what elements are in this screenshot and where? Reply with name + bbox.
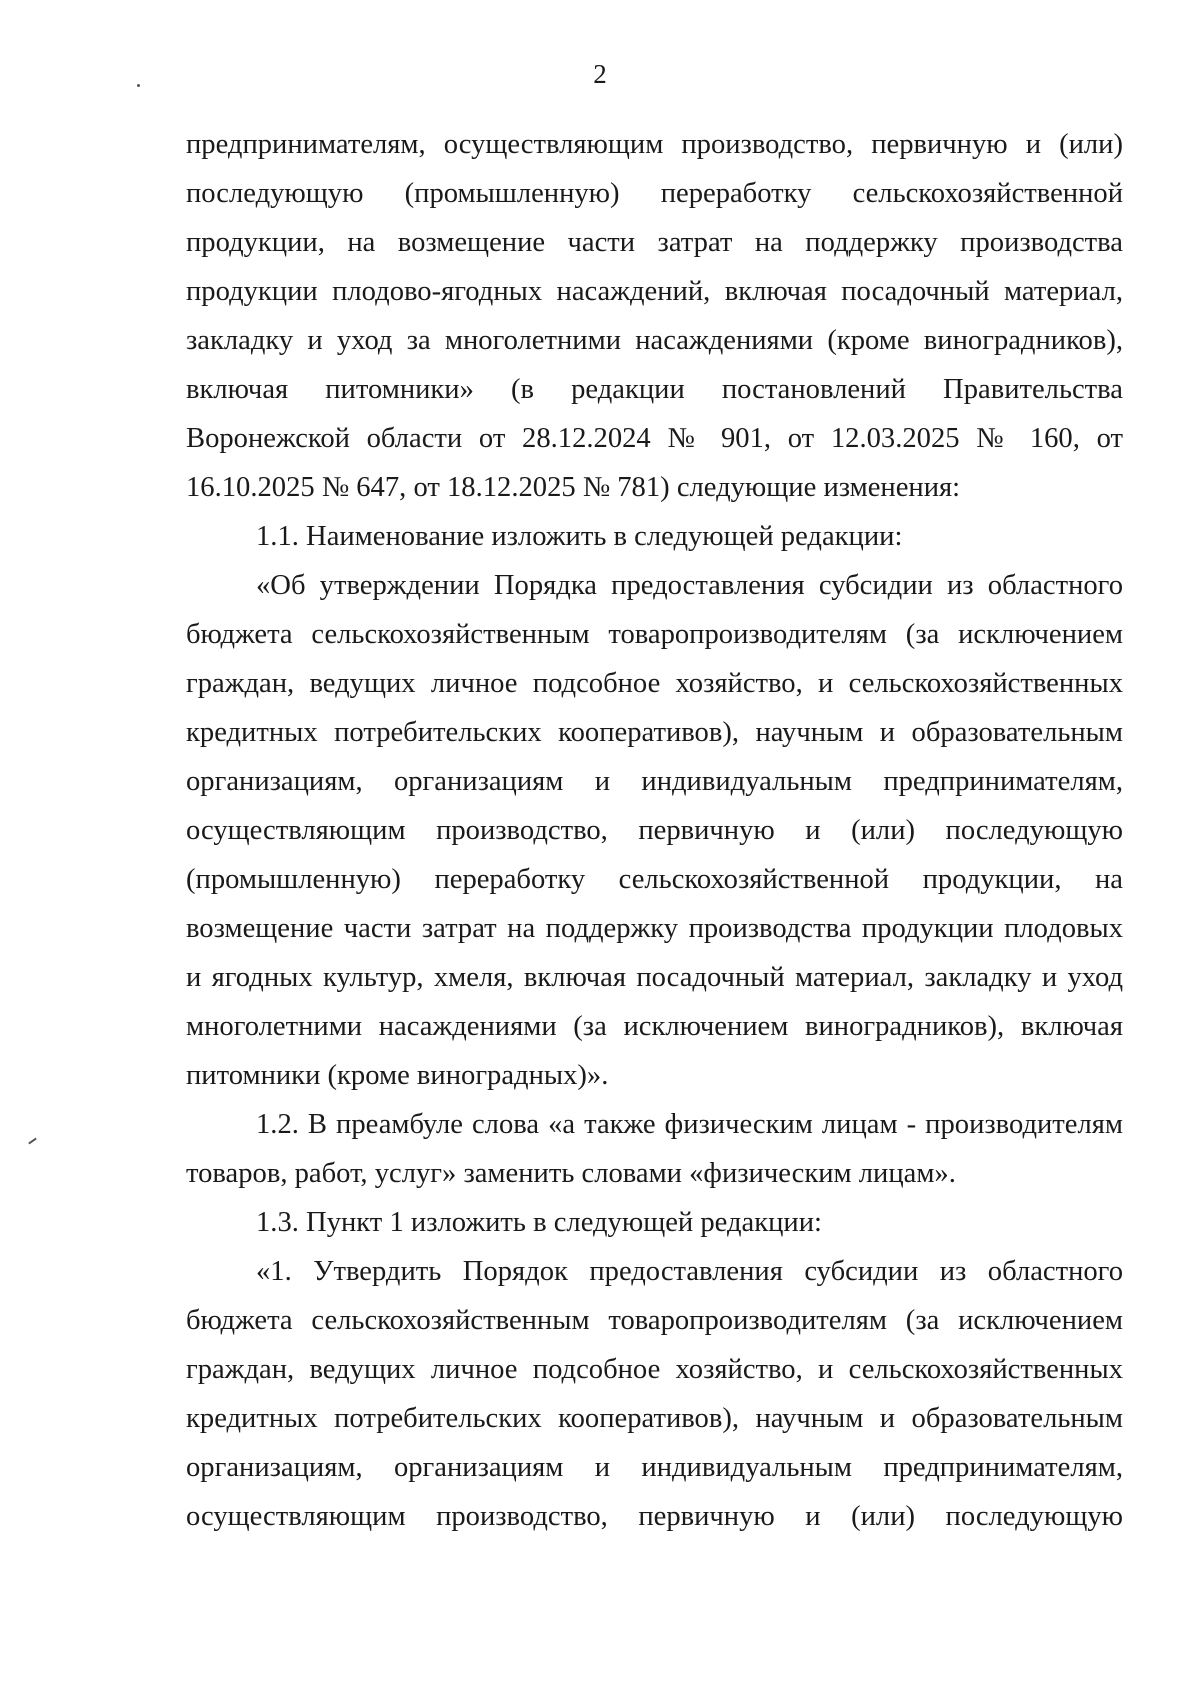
text-line: (промышленную) переработку сельскохозяйственной продукции, на (186, 864, 1123, 895)
text-line: 1.2. В преамбуле слова «а также физическим лицам - производителям (256, 1109, 1123, 1140)
text-line: осуществляющим производство, первичную и (или) последующую (186, 1501, 1123, 1532)
scan-speck (28, 1138, 37, 1145)
text-line: возмещение части затрат на поддержку производства продукции плодовых (186, 913, 1123, 944)
text-line: кредитных потребительских кооперативов), научным и образовательным (186, 1403, 1123, 1434)
text-line: «Об утверждении Порядка предоставления субсидии из областного (256, 570, 1123, 601)
text-line: осуществляющим производство, первичную и (или) последующую (186, 815, 1123, 846)
paragraph-item-1-1 (186, 512, 1123, 561)
text-line: продукции, на возмещение части затрат на поддержку производства (186, 227, 1123, 258)
paragraph-quote-title (186, 561, 1123, 1100)
text-line: бюджета сельскохозяйственным товаропроизводителям (за исключением (186, 1305, 1123, 1336)
text-line: закладку и уход за многолетними насаждениями (кроме виноградников), (186, 325, 1123, 356)
text-line: Воронежской области от 28.12.2024 № 901, от 12.03.2025 № 160, от (186, 423, 1123, 454)
text-line: предпринимателям, осуществляющим производство, первичную и (или) (186, 129, 1123, 160)
paragraph-item-1-2 (186, 1100, 1123, 1198)
text-line: питомники (кроме виноградных)». (186, 1060, 609, 1091)
text-line: бюджета сельскохозяйственным товаропроизводителям (за исключением (186, 619, 1123, 650)
document-body (186, 120, 1123, 1541)
text-line: товаров, работ, услуг» заменить словами «физическим лицам». (186, 1158, 956, 1189)
text-line: граждан, ведущих личное подсобное хозяйство, и сельскохозяйственных (186, 1354, 1123, 1385)
text-line: граждан, ведущих личное подсобное хозяйство, и сельскохозяйственных (186, 668, 1123, 699)
text-line: 1.3. Пункт 1 изложить в следующей редакции: (256, 1207, 822, 1238)
text-line: 16.10.2025 № 647, от 18.12.2025 № 781) следующие изменения: (186, 472, 961, 503)
text-line: продукции плодово-ягодных насаждений, включая посадочный материал, (186, 276, 1123, 307)
text-line: многолетними насаждениями (за исключением виноградников), включая (186, 1011, 1123, 1042)
text-line: 1.1. Наименование изложить в следующей редакции: (256, 521, 903, 552)
page-number: 2 (593, 59, 607, 89)
paragraph-quote-point-1 (186, 1247, 1123, 1541)
paragraph-intro (186, 120, 1123, 512)
paragraph-item-1-3 (186, 1198, 1123, 1247)
text-line: включая питомники» (в редакции постановлений Правительства (186, 374, 1123, 405)
text-line: организациям, организациям и индивидуальным предпринимателям, (186, 1452, 1123, 1483)
text-line: организациям, организациям и индивидуальным предпринимателям, (186, 766, 1123, 797)
text-line: последующую (промышленную) переработку сельскохозяйственной (186, 178, 1123, 209)
text-line: кредитных потребительских кооперативов), научным и образовательным (186, 717, 1123, 748)
text-line: «1. Утвердить Порядок предоставления субсидии из областного (256, 1256, 1123, 1287)
text-line: и ягодных культур, хмеля, включая посадочный материал, закладку и уход (186, 962, 1123, 993)
